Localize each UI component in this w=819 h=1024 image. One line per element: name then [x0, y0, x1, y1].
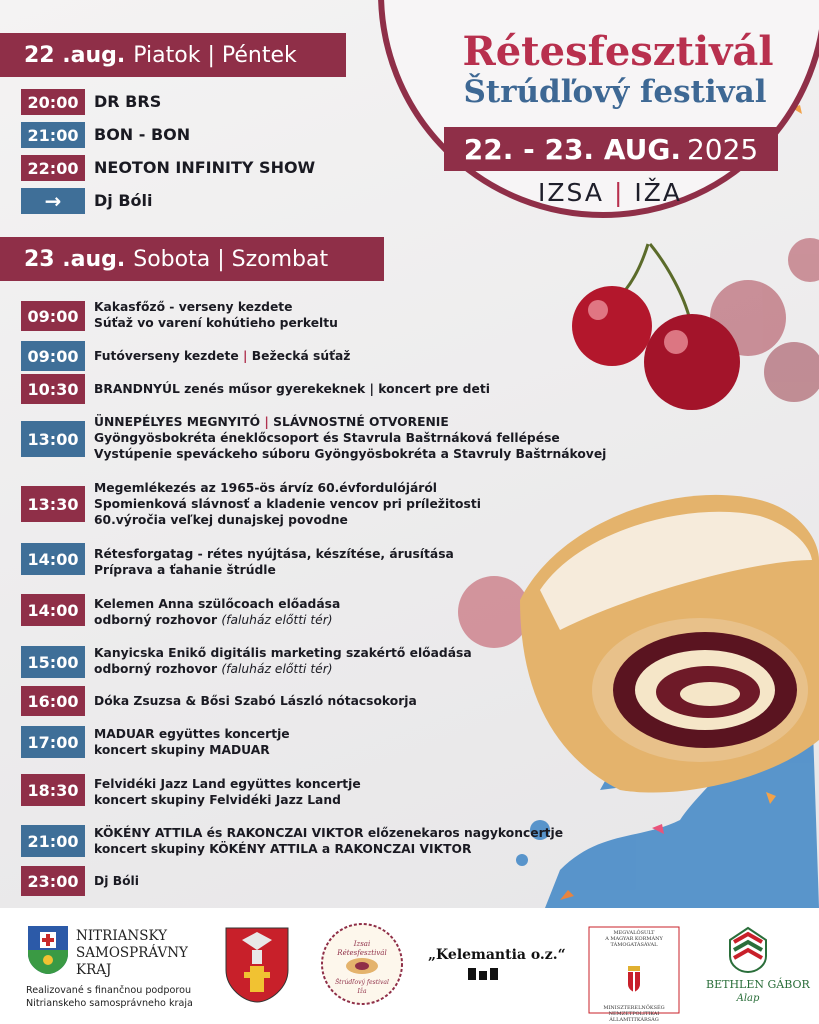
event-line: Felvidéki Jazz Land együttes koncertje	[94, 777, 361, 791]
event-line: Kanyicska Enikő digitális marketing szakértő előadása	[94, 646, 472, 660]
event-line: Bežecká súťaž	[251, 349, 351, 363]
nsk-support-text	[26, 984, 193, 1010]
svg-text:Iža: Iža	[357, 988, 367, 995]
time-box: 21:00	[21, 122, 85, 148]
nsk-name-line: NITRIANSKY	[76, 928, 168, 944]
cherries-illustration	[572, 244, 740, 410]
event-line: Príprava a ťahanie štrúdle	[94, 563, 276, 577]
event-text	[94, 825, 563, 857]
time-box: 16:00	[21, 686, 85, 716]
event-line: odborný rozhovor	[94, 613, 218, 627]
iza-coat-of-arms-logo	[224, 926, 290, 1004]
event-location: (faluház előtti tér)	[221, 613, 333, 627]
kelemantia-logo-text: „Kelemantia o.z.“	[428, 947, 566, 963]
time-box: 14:00	[21, 594, 85, 626]
nsk-name-line: KRAJ	[76, 962, 112, 978]
event-text	[94, 480, 481, 528]
event-text	[94, 546, 454, 578]
time-box: 21:00	[21, 825, 85, 857]
government-office-text	[588, 1005, 680, 1023]
event-location: (faluház előtti tér)	[221, 662, 333, 676]
nsk-name	[76, 928, 188, 979]
event-line: ÜNNEPÉLYES MEGNYITÓ	[94, 415, 261, 429]
time-box: 13:30	[21, 486, 85, 522]
event-line: KÖKÉNY ATTILA és RAKONCZAI VIKTOR előzenekaros nagykoncertje	[94, 826, 564, 840]
day2-banner	[0, 237, 384, 281]
time-box: 10:30	[21, 374, 85, 404]
svg-text:Rétesfesztivál: Rétesfesztivál	[337, 949, 387, 957]
event-text	[94, 414, 606, 462]
time-box: 13:00	[21, 421, 85, 457]
festival-title-hu: Rétesfesztivál	[462, 28, 774, 75]
event-line: koncert skupiny KÖKÉNY ATTILA a RAKONCZAI VIKTOR	[94, 842, 472, 856]
event-text	[94, 381, 490, 397]
svg-text:Izsai: Izsai	[353, 940, 371, 948]
event-line: Dóka Zsuzsa & Bősi Szabó László nótacsokorja	[94, 694, 417, 708]
strudel-illustration	[520, 495, 819, 793]
event-line: Spomienková slávnosť a kladenie vencov pri príležitosti	[94, 497, 481, 511]
event-line: koncert skupiny MADUAR	[94, 743, 270, 757]
performer-label: DR BRS	[94, 92, 162, 111]
day2-name: Sobota | Szombat	[133, 246, 329, 272]
festival-location	[520, 178, 700, 207]
event-text	[94, 299, 338, 331]
gov-line: MINISZTERELNÖKSÉG	[603, 1005, 665, 1011]
time-box: 23:00	[21, 866, 85, 896]
day1-name: Piatok | Péntek	[133, 42, 297, 68]
event-line: Futóverseny kezdete	[94, 349, 239, 363]
government-support-text	[588, 930, 680, 948]
time-box: 14:00	[21, 543, 85, 575]
event-line: Dj Bóli	[94, 874, 139, 888]
location-separator: |	[613, 178, 625, 207]
event-line: Gyöngyösbokréta éneklőcsoport és Stavrula Baštrnáková fellépése	[94, 431, 560, 445]
bethlen-gabor-name: BETHLEN GÁBOR	[706, 978, 810, 991]
performer-label: BON - BON	[94, 125, 191, 144]
event-line: 60.výročia veľkej dunajskej povodne	[94, 513, 348, 527]
time-box: 17:00	[21, 726, 85, 758]
nsk-name-line: SAMOSPRÁVNY	[76, 945, 188, 961]
day2-date: 23 .aug.	[24, 246, 126, 272]
fortress-icon	[468, 966, 498, 980]
event-text	[94, 776, 361, 808]
festival-dates: 22. - 23. AUG.	[463, 132, 681, 166]
event-text	[94, 596, 340, 628]
location-hu: IZSA	[538, 178, 604, 207]
performer-label: NEOTON INFINITY SHOW	[94, 158, 316, 177]
day1-date: 22 .aug.	[24, 42, 126, 68]
nsk-support-line: Nitrianskeho samosprávneho kraja	[26, 998, 193, 1009]
time-box: 15:00	[21, 646, 85, 678]
time-box: 09:00	[21, 301, 85, 331]
gov-line: TÁMOGATÁSÁVAL	[610, 942, 658, 948]
festival-year: 2025	[686, 132, 759, 166]
gov-line: NEMZETPOLITIKAI ÁLLAMTITKÁRSÁG	[608, 1011, 660, 1023]
event-line: SLÁVNOSTNÉ OTVORENIE	[273, 415, 449, 429]
bethlen-gabor-sub: Alap	[736, 993, 760, 1004]
nsk-support-line: Realizované s finančnou podporou	[26, 985, 192, 996]
event-line: Megemlékezés az 1965-ös árvíz 60.évfordulójáról	[94, 481, 437, 495]
festival-dates-banner	[444, 127, 778, 171]
time-box: 20:00	[21, 89, 85, 115]
event-text	[94, 693, 417, 709]
performer-label: Dj Bóli	[94, 191, 153, 210]
event-line: BRANDNYÚL zenés műsor gyerekeknek | koncert pre deti	[94, 382, 490, 396]
gov-line: A MAGYAR KORMÁNY	[605, 936, 663, 942]
arrow-icon: →	[21, 188, 85, 214]
event-line: MADUAR együttes koncertje	[94, 727, 290, 741]
event-text	[94, 873, 139, 889]
event-line: Kakasfőző - verseny kezdete	[94, 300, 293, 314]
time-box: 09:00	[21, 341, 85, 371]
bethlen-gabor-logo	[726, 926, 770, 974]
event-line: Rétesforgatag - rétes nyújtása, készítése, árusítása	[94, 547, 454, 561]
separator: |	[243, 349, 252, 363]
event-text	[94, 726, 290, 758]
event-line: odborný rozhovor	[94, 662, 218, 676]
event-text	[94, 645, 472, 677]
event-text	[94, 348, 350, 364]
location-sk: IŽA	[634, 178, 682, 207]
time-box: 18:30	[21, 774, 85, 806]
gov-line: MEGVALÓSULT	[613, 930, 655, 936]
event-line: Vystúpenie speváckeho súboru Gyöngyösbokréta a Stavruly Baštrnákovej	[94, 447, 607, 461]
time-box: 22:00	[21, 155, 85, 181]
event-line: Súťaž vo varení kohútieho perkeltu	[94, 316, 338, 330]
separator: |	[260, 415, 274, 429]
event-line: Kelemen Anna szülőcoach előadása	[94, 597, 341, 611]
svg-text:Štrúdľový festival: Štrúdľový festival	[335, 979, 389, 986]
festival-title-sk: Štrúdľový festival	[463, 74, 767, 110]
nsk-coat-of-arms-logo	[26, 924, 70, 976]
event-line: koncert skupiny Felvidéki Jazz Land	[94, 793, 341, 807]
day1-banner	[0, 33, 346, 77]
festival-logo	[320, 922, 404, 1006]
